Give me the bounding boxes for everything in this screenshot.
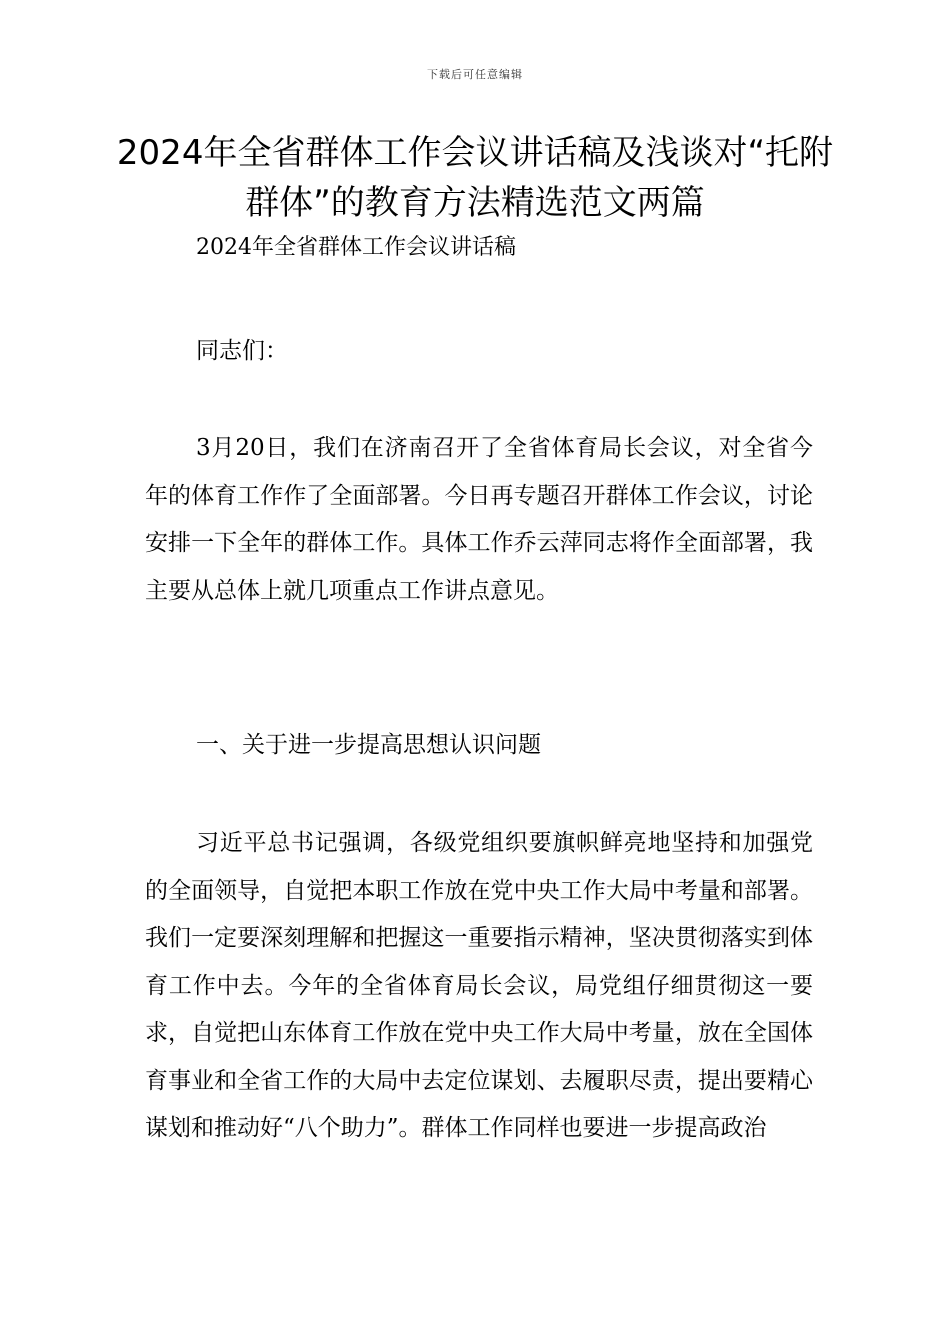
section-heading-1: 一、关于进一步提高思想认识问题 <box>196 732 541 758</box>
header-note: 下载后可任意编辑 <box>427 68 523 81</box>
paragraph-body-1: 习近平总书记强调，各级党组织要旗帜鲜亮地坚持和加强党的全面领导，自觉把本职工作放在党中央工作大局中考量和部署。我们一定要深刻理解和把握这一重要指示精神，坚决贯彻落实到体育工作中去。今年的全省体育局长会议，局党组仔细贯彻这一要求，自觉把山东体育工作放在党中央工作大局中考量，放在全国体育事业和全省工作的大局中去定位谋划、去履职尽责，提出要精心谋划和推动好“八个助力”。群体工作同样也要进一步提高政治 <box>145 830 813 1141</box>
document-subtitle: 2024年全省群体工作会议讲话稿 <box>196 235 516 260</box>
paragraph-intro: 3月20日，我们在济南召开了全省体育局长会议，对全省今年的体育工作作了全面部署。今日再专题召开群体工作会议，讨论安排一下全年的群体工作。具体工作乔云萍同志将作全面部署，我主要从总体上就几项重点工作讲点意见。 <box>145 435 813 604</box>
greeting: 同志们： <box>196 338 288 364</box>
document-title: 2024年全省群体工作会议讲话稿及浅谈对“托附群体”的教育方法精选范文两篇 <box>116 133 834 223</box>
